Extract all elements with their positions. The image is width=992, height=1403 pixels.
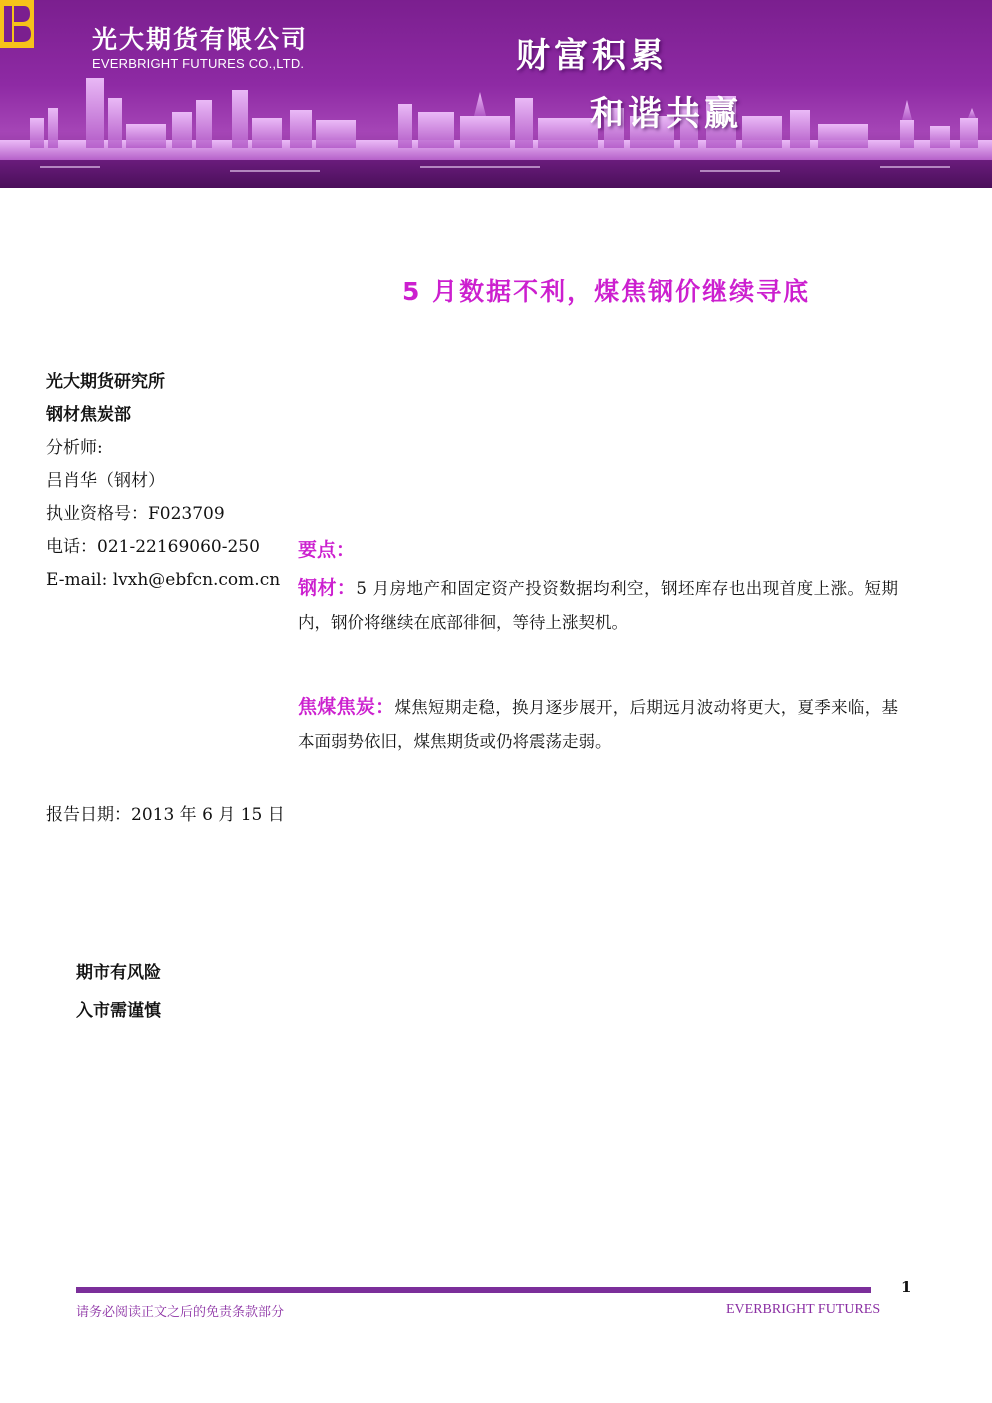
footer-divider bbox=[76, 1287, 871, 1293]
key-points-label: 要点： bbox=[298, 539, 356, 561]
coke-label: 焦煤焦炭： bbox=[298, 696, 395, 718]
company-name-cn: 光大期货有限公司 bbox=[92, 25, 309, 54]
footer-disclaimer[interactable]: 请务必阅读正文之后的免责条款部分 bbox=[76, 1305, 285, 1320]
author-block bbox=[46, 368, 286, 599]
email-address[interactable]: E-mail: lvxh@ebfcn.com.cn bbox=[46, 570, 281, 590]
coke-paragraph bbox=[298, 690, 898, 759]
analyst-label: 分析师: bbox=[46, 438, 103, 458]
slogan-wealth: 财富积累 bbox=[516, 36, 668, 76]
department-name: 钢材焦炭部 bbox=[46, 405, 131, 425]
risk-line-1: 期市有风险 bbox=[76, 963, 161, 983]
steel-text: 5 月房地产和固定资产投资数据均利空，钢坯库存也出现首度上涨。短期内，钢价将继续在底部徘徊，等待上涨契机。 bbox=[298, 579, 898, 632]
analyst-name: 吕肖华（钢材） bbox=[46, 471, 165, 491]
coke-text: 煤焦短期走稳，换月逐步展开，后期远月波动将更大，夏季来临，基本面弱势依旧，煤焦期货或仍将震荡走弱。 bbox=[298, 698, 898, 751]
report-date: 报告日期：2013 年 6 月 15 日 bbox=[46, 805, 285, 825]
slogan-harmony: 和谐共赢 bbox=[590, 94, 742, 134]
institute-name: 光大期货研究所 bbox=[46, 372, 165, 392]
steel-label: 钢材： bbox=[298, 577, 357, 599]
company-name-en: EVERBRIGHT FUTURES CO.,LTD. bbox=[92, 56, 305, 71]
risk-notice bbox=[76, 954, 161, 1030]
report-title: 5 月数据不利，煤焦钢价继续寻底 bbox=[402, 277, 811, 306]
risk-line-2: 入市需谨慎 bbox=[76, 1001, 161, 1021]
phone-number: 电话：021-22169060-250 bbox=[46, 537, 260, 557]
key-points bbox=[298, 535, 898, 759]
page-number: 1 bbox=[901, 1278, 912, 1296]
license-number: 执业资格号：F023709 bbox=[46, 504, 225, 524]
steel-paragraph bbox=[298, 571, 898, 640]
everbright-b-logo-icon bbox=[0, 0, 34, 48]
header-banner bbox=[0, 0, 992, 188]
footer-brand: EVERBRIGHT FUTURES bbox=[726, 1302, 881, 1317]
